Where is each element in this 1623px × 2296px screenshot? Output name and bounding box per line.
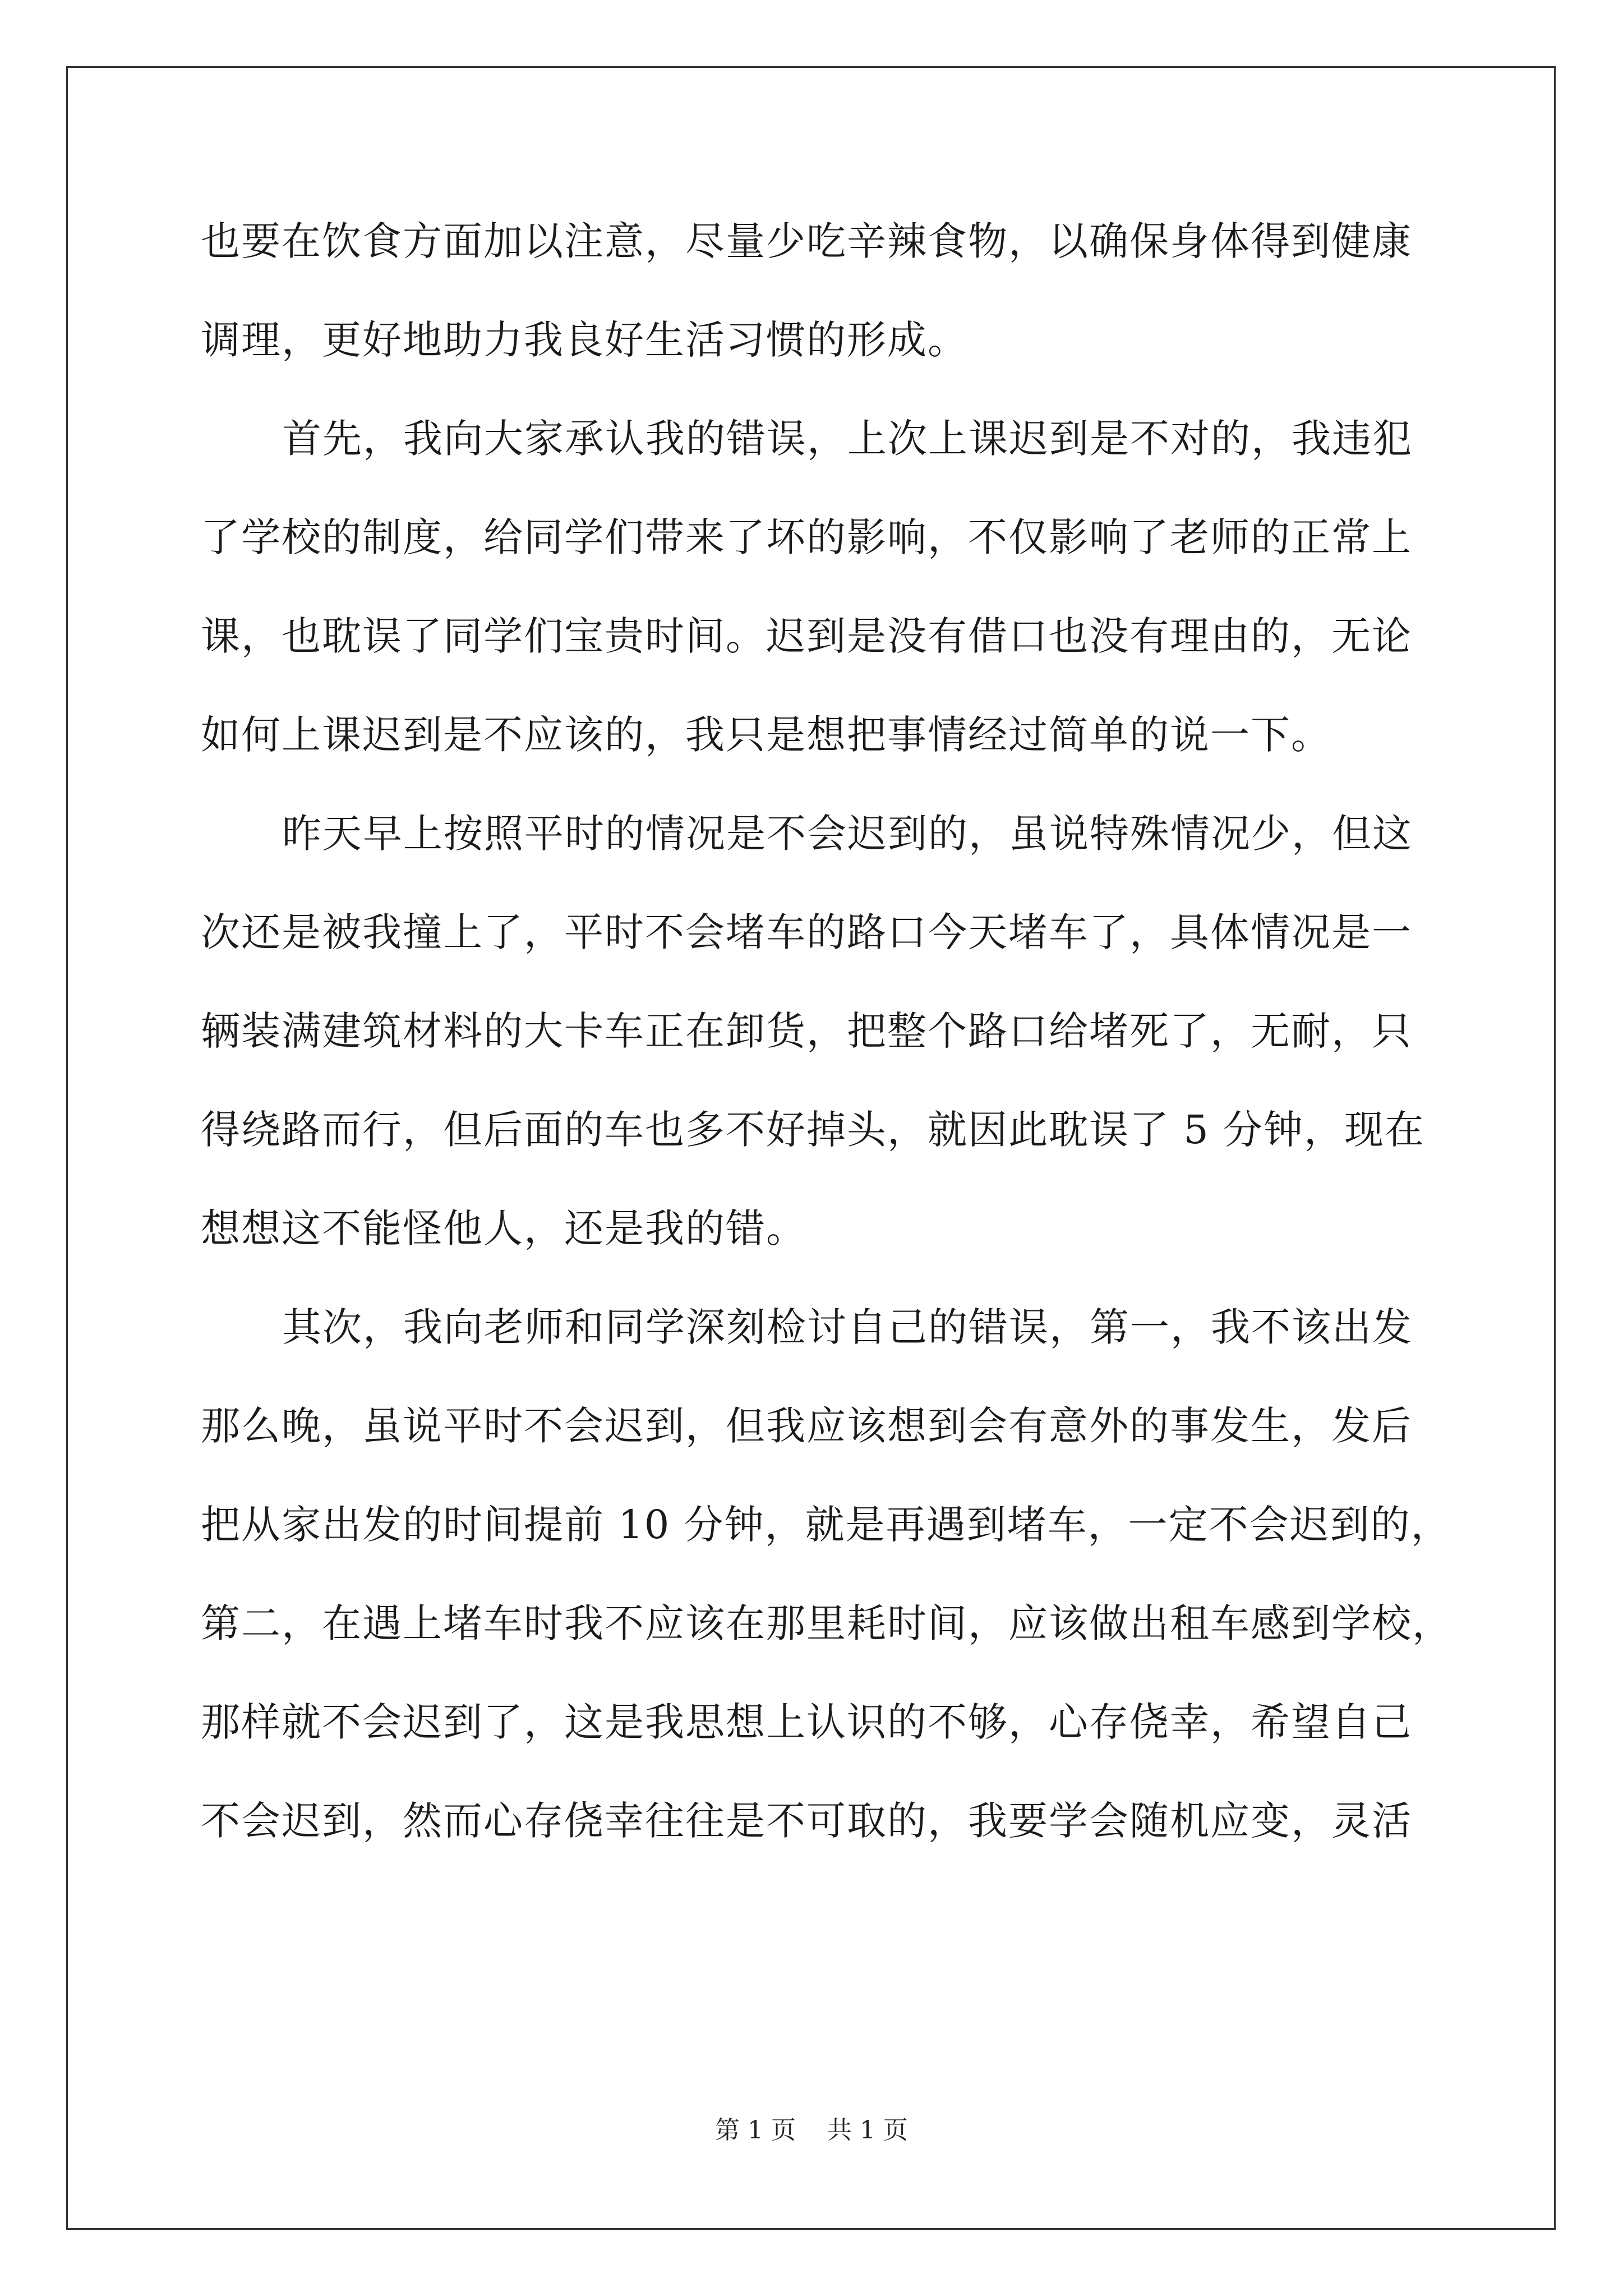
text-line: 调理，更好地助力我良好生活习惯的形成。 xyxy=(201,317,968,363)
text-line: 课，也耽误了同学们宝贵时间。迟到是没有借口也没有理由的，无论 xyxy=(201,613,1412,659)
text-line: 不会迟到，然而心存侥幸往往是不可取的，我要学会随机应变，灵活 xyxy=(201,1798,1412,1844)
document-body xyxy=(201,216,1453,1847)
paragraph-start-line: 其次，我向老师和同学深刻检讨自己的错误，第一，我不该出发 xyxy=(282,1304,1413,1350)
text-line: 第二，在遇上堵车时我不应该在那里耗时间，应该做出租车感到学校， xyxy=(201,1600,1453,1646)
text-line: 那样就不会迟到了，这是我思想上认识的不够，心存侥幸，希望自己 xyxy=(201,1699,1412,1745)
paragraph-start-line: 首先，我向大家承认我的错误，上次上课迟到是不对的，我违犯 xyxy=(282,416,1413,462)
text-line: 辆装满建筑材料的大卡车正在卸货，把整个路口给堵死了，无耐，只 xyxy=(201,1008,1412,1054)
text-line: 次还是被我撞上了，平时不会堵车的路口今天堵车了，具体情况是一 xyxy=(201,909,1412,955)
text-line: 那么晚，虽说平时不会迟到，但我应该想到会有意外的事发生，发后 xyxy=(201,1403,1412,1449)
text-line: 想想这不能怪他人，还是我的错。 xyxy=(201,1205,806,1251)
paragraph-start-line: 昨天早上按照平时的情况是不会迟到的，虽说特殊情况少，但这 xyxy=(282,811,1413,857)
text-line: 得绕路而行，但后面的车也多不好掉头，就因此耽误了 5 分钟，现在 xyxy=(201,1107,1426,1153)
text-line: 如何上课迟到是不应该的，我只是想把事情经过简单的说一下。 xyxy=(201,712,1331,758)
text-line: 也要在饮食方面加以注意，尽量少吃辛辣食物，以确保身体得到健康 xyxy=(201,218,1412,264)
text-line: 把从家出发的时间提前 10 分钟，就是再遇到堵车，一定不会迟到的， xyxy=(201,1502,1451,1548)
page-number-footer: 第 1 页 共 1 页 xyxy=(715,2116,908,2145)
text-line: 了学校的制度，给同学们带来了坏的影响，不仅影响了老师的正常上 xyxy=(201,514,1412,560)
